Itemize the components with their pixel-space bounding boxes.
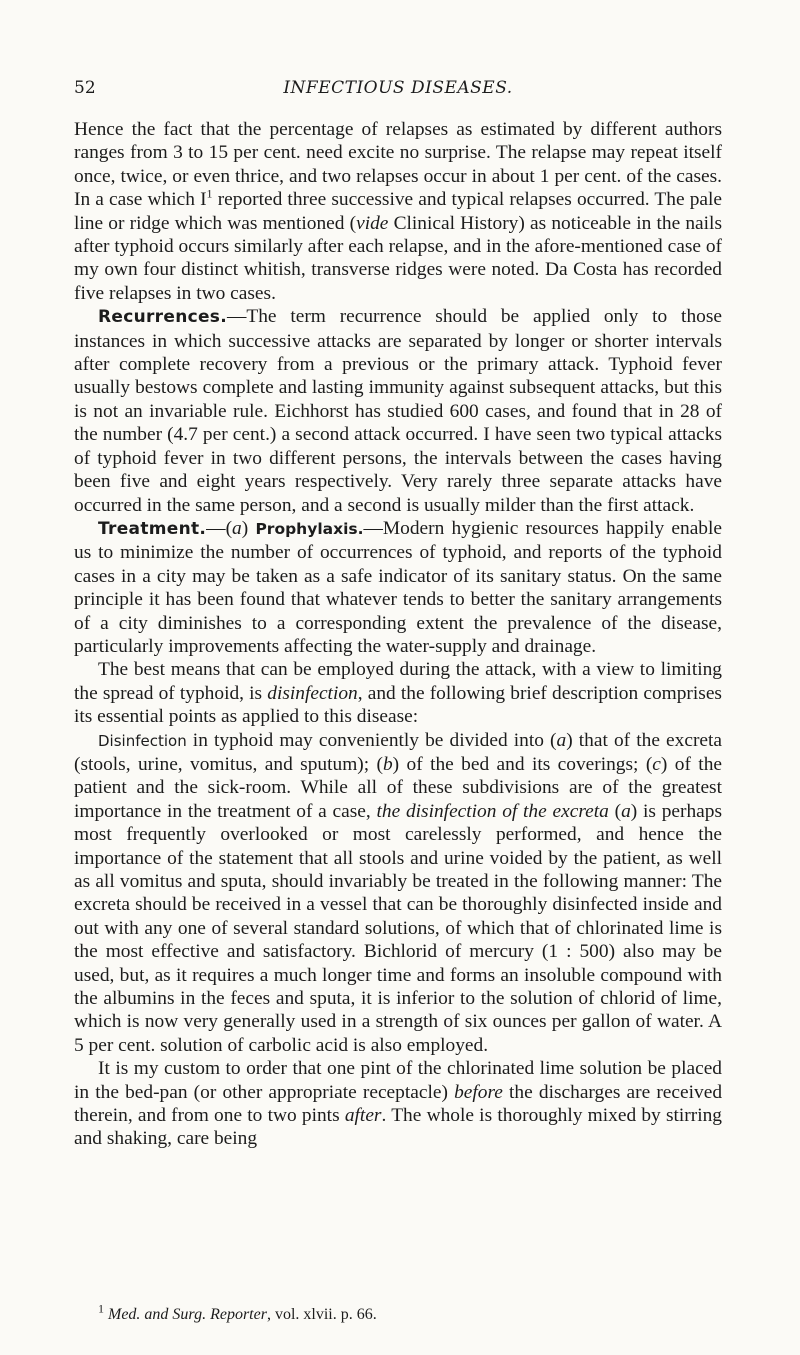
footnote-citation: , vol. xlvii. p. 66. (266, 1306, 377, 1323)
running-title: INFECTIOUS DISEASES. (283, 78, 513, 98)
paragraph-custom: It is my custom to order that one pint of the chlorinated lime solution be placed in the bed-pan (or other appropriate receptacle) before the discharges are received therein, and from one to two pints after. The whole is thoroughly mixed by stirring and shaking, care being (74, 1058, 723, 1150)
page-number: 52 (74, 78, 96, 98)
paragraph-treatment: Treatment.—(a) Prophylaxis.—Modern hygienic resources happily enable us to minimize the number of occurrences of typhoid, and reports of the typhoid cases in a city may be taken as a safe indicator of its sanitary status. On the same principle it has been found that whatever tends to better the sanitary arrangements of a city diminishes to a corresponding extent the prevalence of the disease, particularly improvements affecting the water-supply and drainage. (74, 517, 722, 657)
footnote-mark: 1 (98, 1301, 104, 1316)
paragraph-disinfection: Disinfection in typhoid may conveniently be divided into (a) that of the excreta (stools, urine, vomitus, and sputum); (b) of the bed and its coverings; (c) of the patient and the sick-room. While all of these subdivisions are of the greatest importance in the treatment of a case, the disinfection of the excreta (a) is perhaps most frequently overlooked or most carelessly performed, and hence the importance of the statement that all stools and urine voided by the patient, as well as all vomitus and sputa, should invariably be treated in the following manner: The excreta should be received in a vessel that can be thoroughly disinfected inside and out with any one of several standard solutions, of which that of chlorinated lime is the most effective and satisfactory. Bichlorid of mercury (1 : 500) also may be used, but, as it requires a much longer time and forms an insoluble compound with the albumins in the feces and sputa, it is inferior to the solution of chlorid of lime, which is now very generally used in a strength of six ounces per gallon of water. A 5 per cent. solution of carbolic acid is also employed. (74, 729, 723, 1056)
page-header (74, 78, 722, 104)
paragraph-relapses: Hence the fact that the percentage of relapses as estimated by different authors ranges from 3 to 15 per cent. need excite no surprise. The relapse may repeat itself once, twice, or even thrice, and two relapses occur in about 1 per cent. of the cases. In a case which $I^1$ reported three successive and typical relapses occurred. The pale line or ridge which was mentioned (vide Clinical History) as noticeable in the nails after typhoid occurs similarly after each relapse, and in the afore-mentioned case of my own four distinct whitish, transverse ridges were noted. Da Costa has recorded five relapses in two cases. (74, 119, 722, 304)
heading-prophylaxis: Prophylaxis. (255, 519, 364, 538)
heading-recurrences: Recurrences. (98, 307, 227, 328)
paragraph-recurrences: Recurrences.—The term recurrence should be applied only to those instances in which successive attacks are separated by longer or shorter intervals after complete recovery from a previous or the primary attack. Typhoid fever usually bestows complete and lasting immunity against subsequent attacks, but this is not an invariable rule. Eichhorst has studied 600 cases, and found that in 28 of the number (4.7 per cent.) a second attack occurred. I have seen two typical attacks of typhoid fever in two different persons, the intervals between the cases having been five and eight years respectively. Very rarely three separate attacks have occurred in the same person, and a second is usually milder than the first attack. (74, 306, 722, 516)
paragraph-best-means: The best means that can be employed during the attack, with a view to limiting the spread of typhoid, is disinfection, and the following brief description comprises its essential points as applied to this disease: (74, 659, 722, 728)
footnote-journal: Med. and Surg. Reporter (108, 1306, 267, 1323)
page-body (74, 118, 722, 1151)
heading-disinfection: Disinfection (98, 731, 187, 750)
footnote-ref: 1 (206, 186, 213, 201)
heading-treatment: Treatment. (98, 518, 207, 539)
footnote (74, 1301, 722, 1324)
